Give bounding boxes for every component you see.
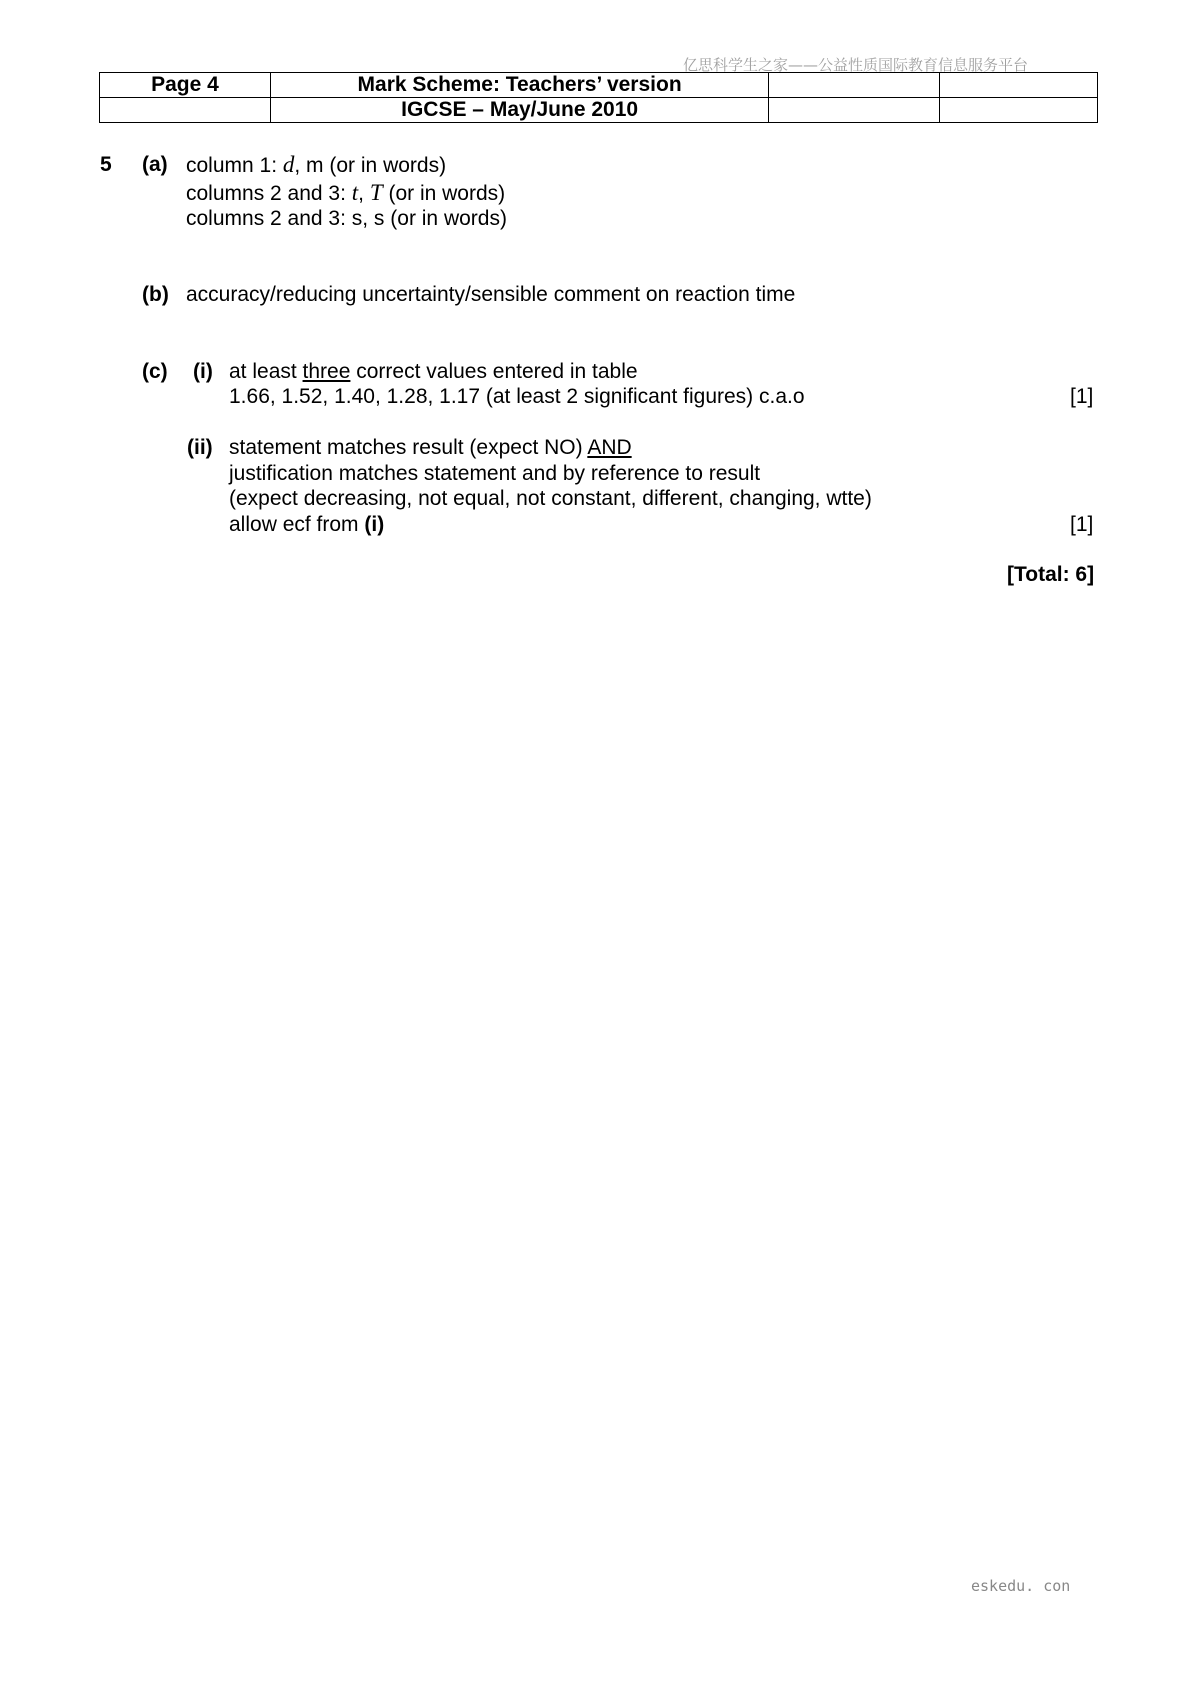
watermark-text: 亿思科学生之家——公益性质国际教育信息服务平台 (683, 56, 1029, 74)
part-c-i-label: (i) (193, 360, 213, 383)
part-c-ii-line-1: statement matches result (expect NO) AND (229, 436, 632, 459)
part-c-i-line-2: 1.66, 1.52, 1.40, 1.28, 1.17 (at least 2 significant figures) c.a.o (229, 385, 805, 408)
header-empty-cell (769, 73, 940, 98)
document-title: Mark Scheme: Teachers’ version (270, 73, 769, 98)
part-a-line-3: columns 2 and 3: s, s (or in words) (186, 207, 507, 230)
part-c-ii-line-2: justification matches statement and by reference to result (229, 462, 761, 485)
part-b-label: (b) (142, 283, 169, 306)
header-empty-cell (940, 98, 1098, 123)
part-c-label: (c) (142, 360, 168, 383)
part-c-ii-label: (ii) (187, 436, 213, 459)
page-number: Page 4 (100, 73, 271, 98)
part-c-i-line-1: at least three correct values entered in table (229, 360, 638, 383)
part-a-line-1: column 1: d, m (or in words) (186, 152, 447, 177)
header-empty-cell (100, 98, 271, 123)
part-c-ii-line-3: (expect decreasing, not equal, not constant, different, changing, wtte) (229, 487, 872, 510)
part-c-ii-line-4: allow ecf from (i) (229, 513, 385, 536)
header-empty-cell (769, 98, 940, 123)
footer-text: eskedu. con (971, 1577, 1071, 1595)
part-b-text: accuracy/reducing uncertainty/sensible comment on reaction time (186, 283, 796, 306)
question-number: 5 (100, 153, 112, 176)
header-table (99, 72, 1098, 123)
header-empty-cell (940, 73, 1098, 98)
part-a-line-2: columns 2 and 3: t, T (or in words) (186, 180, 506, 205)
exam-session: IGCSE – May/June 2010 (270, 98, 769, 123)
total-marks: [Total: 6] (1007, 563, 1095, 586)
part-c-ii-mark: [1] (1070, 513, 1094, 536)
part-c-i-mark: [1] (1070, 385, 1094, 408)
part-a-label: (a) (142, 153, 168, 176)
